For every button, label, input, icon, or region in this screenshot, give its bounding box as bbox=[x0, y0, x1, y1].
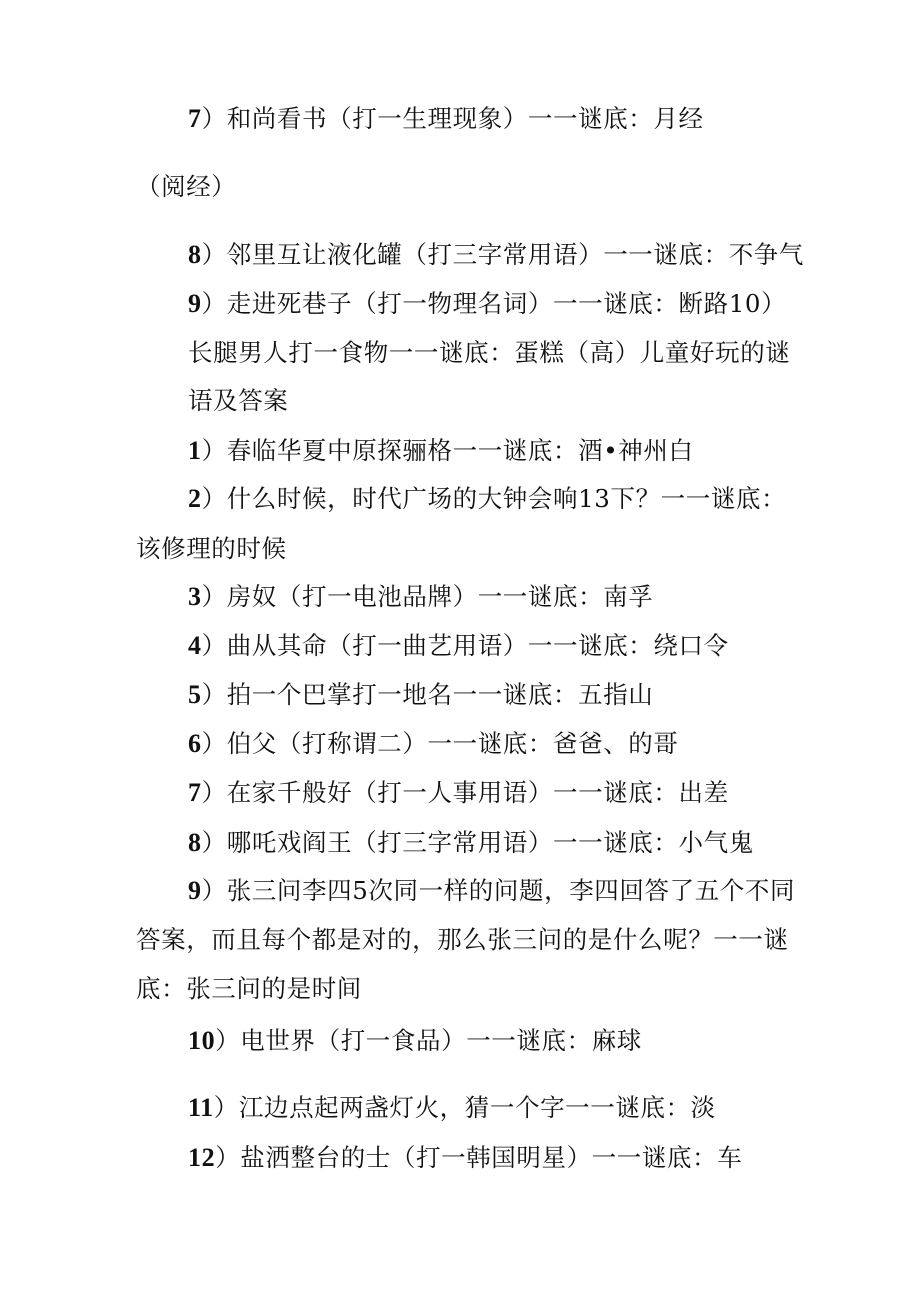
item-text: ）什么时候，时代广场的大钟会响13下？一一谜底： bbox=[201, 484, 787, 513]
riddle-line-17 bbox=[136, 925, 789, 955]
item-text: 长腿男人打一食物一一谜底：蛋糕（高）儿童好玩的谜 bbox=[188, 338, 791, 367]
riddle-line-18 bbox=[136, 974, 362, 1004]
item-text: ）邻里互让液化罐（打三字常用语）一一谜底：不争气 bbox=[201, 240, 805, 269]
riddle-line-14 bbox=[188, 778, 729, 808]
item-number: 2 bbox=[188, 484, 202, 513]
riddle-line-13 bbox=[188, 729, 679, 759]
item-text: 答案，而且每个都是对的，那么张三问的是什么呢？一一谜 bbox=[136, 925, 789, 954]
item-text: ）盐洒整台的士（打一韩国明星）一一谜底：车 bbox=[215, 1143, 743, 1172]
item-number: 7 bbox=[188, 778, 202, 807]
item-number: 8 bbox=[188, 828, 202, 857]
item-number: 9 bbox=[188, 876, 202, 905]
item-number: 4 bbox=[188, 631, 202, 660]
item-text: ）哪吒戏阎王（打三字常用语）一一谜底：小气鬼 bbox=[201, 828, 754, 857]
item-text: ）在家千般好（打一人事用语）一一谜底：出差 bbox=[201, 778, 729, 807]
riddle-line-7 bbox=[188, 436, 694, 466]
item-text: ）江边点起两盏灯火，猜一个字一一谜底：淡 bbox=[213, 1093, 716, 1122]
riddle-line-8 bbox=[188, 484, 786, 514]
riddle-line-5 bbox=[188, 338, 790, 368]
item-text: ）房奴（打一电池品牌）一一谜底：南孚 bbox=[201, 582, 654, 611]
riddle-line-21 bbox=[188, 1143, 742, 1173]
item-number: 11 bbox=[188, 1093, 214, 1122]
item-number: 3 bbox=[188, 582, 202, 611]
riddle-line-11 bbox=[188, 631, 729, 661]
item-number: 12 bbox=[188, 1143, 216, 1172]
riddle-line-15 bbox=[188, 828, 754, 858]
item-text: ）拍一个巴掌打一地名一一谜底：五指山 bbox=[201, 680, 654, 709]
riddle-line-1 bbox=[188, 104, 704, 134]
riddle-line-4 bbox=[188, 289, 786, 319]
item-text: （阅经） bbox=[136, 172, 237, 201]
item-text: 语及答案 bbox=[188, 386, 289, 415]
item-text: 底：张三问的是时间 bbox=[136, 974, 362, 1003]
item-number: 8 bbox=[188, 240, 202, 269]
riddle-line-3 bbox=[188, 240, 804, 270]
item-number: 7 bbox=[188, 104, 202, 133]
item-text: ）电世界（打一食品）一一谜底：麻球 bbox=[215, 1026, 642, 1055]
riddle-line-10 bbox=[188, 582, 653, 612]
riddle-line-12 bbox=[188, 680, 653, 710]
item-text: ）张三问李四5次同一样的问题，李四回答了五个不同 bbox=[201, 876, 796, 905]
item-text: ）走进死巷子（打一物理名词）一一谜底：断路10） bbox=[201, 289, 787, 318]
item-text: ）伯父（打称谓二）一一谜底：爸爸、的哥 bbox=[201, 729, 679, 758]
item-text: 该修理的时候 bbox=[136, 534, 287, 563]
item-text: ）曲从其命（打一曲艺用语）一一谜底：绕口令 bbox=[201, 631, 729, 660]
item-number: 5 bbox=[188, 680, 202, 709]
item-number: 10 bbox=[188, 1026, 216, 1055]
riddle-line-19 bbox=[188, 1026, 642, 1056]
item-number: 6 bbox=[188, 729, 202, 758]
riddle-line-20 bbox=[188, 1093, 716, 1123]
riddle-line-9 bbox=[136, 534, 287, 564]
riddle-line-16 bbox=[188, 876, 795, 906]
item-text: ）和尚看书（打一生理现象）一一谜底：月经 bbox=[201, 104, 704, 133]
item-number: 1 bbox=[188, 436, 202, 465]
item-text: ）春临华夏中原探骊格一一谜底：酒•神州白 bbox=[201, 436, 694, 465]
section-heading-line bbox=[188, 386, 288, 416]
item-number: 9 bbox=[188, 289, 202, 318]
riddle-line-2 bbox=[136, 172, 236, 202]
